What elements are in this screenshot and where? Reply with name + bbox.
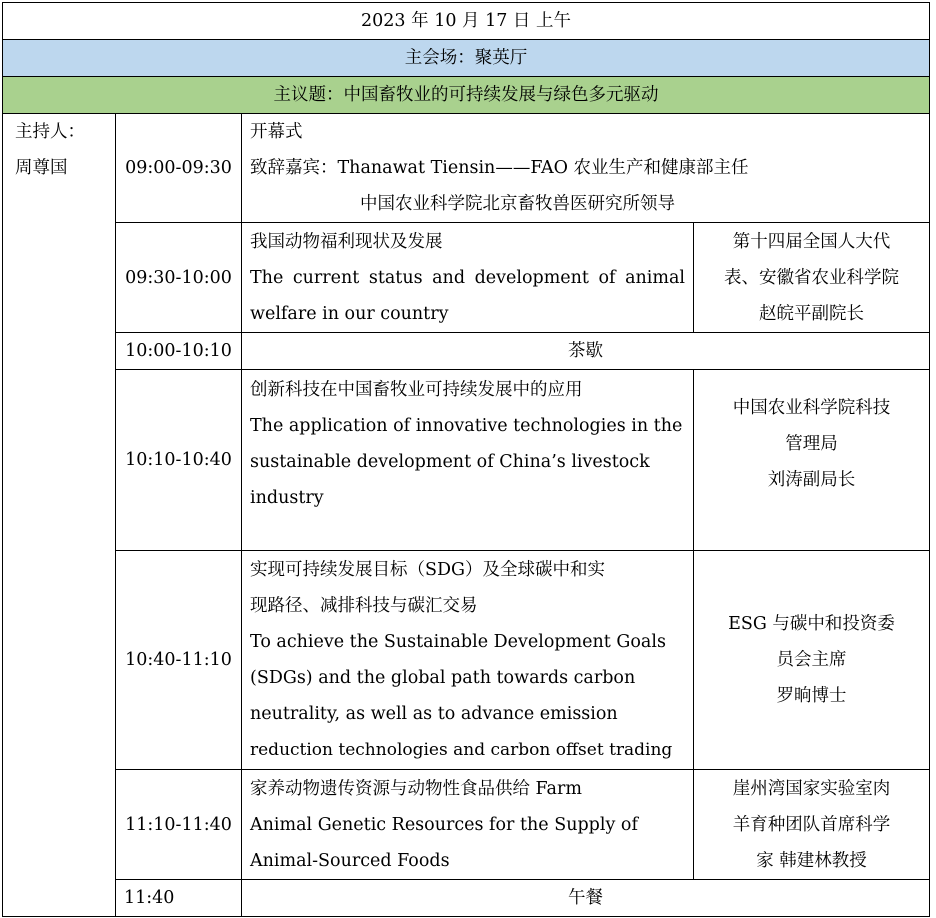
speaker-cell <box>694 551 930 770</box>
talk-title-en: reduction technologies and carbon offset trading <box>250 740 673 760</box>
date-row <box>3 3 930 40</box>
time-cell: 09:30-10:00 <box>116 223 242 333</box>
theme-row <box>3 77 930 114</box>
table-row <box>3 770 930 880</box>
venue-label: 主会场：聚英厅 <box>3 40 930 77</box>
speaker-cell <box>694 370 930 551</box>
speaker-line: ESG 与碳中和投资委 <box>728 614 895 634</box>
speaker-line: 中国农业科学院科技 <box>732 398 891 418</box>
host-cell <box>3 114 116 917</box>
speaker-line: 羊育种团队首席科学 <box>732 814 891 835</box>
lunch-label: 午餐 <box>242 880 930 917</box>
speaker-line: 管理局 <box>785 434 838 454</box>
talk-title-en: sustainable development of China’s livestock <box>250 452 650 472</box>
table-row <box>3 333 930 370</box>
session-date: 2023 年 10 月 17 日 上午 <box>3 3 930 40</box>
talk-title-en: To achieve the Sustainable Development Goals <box>250 632 666 652</box>
talk-cell <box>242 770 694 880</box>
speaker-line: 表、安徽省农业科学院 <box>724 267 899 288</box>
agenda-title: 开幕式 <box>250 122 303 142</box>
venue-row <box>3 40 930 77</box>
talk-title-en: Animal Genetic Resources for the Supply of <box>250 814 638 835</box>
talk-title-en: Animal-Sourced Foods <box>250 850 450 871</box>
speaker-line: 刘涛副局长 <box>767 470 856 490</box>
agenda-guest: 中国农业科学院北京畜牧兽医研究所领导 <box>360 194 675 214</box>
table-row <box>3 370 930 551</box>
speaker-line: 家 韩建林教授 <box>756 850 867 871</box>
talk-cell <box>242 370 694 551</box>
speaker-line: 第十四届全国人大代 <box>732 231 891 252</box>
agenda-item-opening <box>242 114 930 223</box>
talk-title-zh: 创新科技在中国畜牧业可持续发展中的应用 <box>250 380 583 400</box>
time-cell: 10:00-10:10 <box>116 333 242 370</box>
time-cell: 11:40 <box>116 880 242 917</box>
talk-title-zh: 实现可持续发展目标（SDG）及全球碳中和实 <box>250 560 605 580</box>
talk-title-en: welfare in our country <box>250 303 449 324</box>
schedule-table <box>2 2 930 917</box>
table-row <box>3 551 930 770</box>
talk-title: 家养动物遗传资源与动物性食品供给 Farm <box>250 778 582 799</box>
agenda-guest: 致辞嘉宾：Thanawat Tiensin——FAO 农业生产和健康部主任 <box>250 158 749 178</box>
time-cell: 09:00-09:30 <box>116 114 242 223</box>
talk-title-zh: 我国动物福利现状及发展 <box>250 231 443 252</box>
talk-title-en: The application of innovative technologies in the <box>250 416 683 436</box>
talk-title-zh: 现路径、减排科技与碳汇交易 <box>250 596 478 616</box>
speaker-cell <box>694 223 930 333</box>
host-label: 主持人： <box>15 122 85 142</box>
host-name: 周尊国 <box>15 158 68 178</box>
tea-break-label: 茶歇 <box>242 333 930 370</box>
talk-title-en: The current status and development of animal <box>250 267 685 288</box>
speaker-line: 赵皖平副院长 <box>759 303 864 324</box>
table-row <box>3 114 930 223</box>
talk-cell <box>242 551 694 770</box>
speaker-line: 罗晌博士 <box>776 686 847 706</box>
speaker-line: 员会主席 <box>776 650 847 670</box>
theme-label: 主议题：中国畜牧业的可持续发展与绿色多元驱动 <box>3 77 930 114</box>
time-cell: 10:40-11:10 <box>116 551 242 770</box>
speaker-line: 崖州湾国家实验室肉 <box>732 778 891 799</box>
time-cell: 11:10-11:40 <box>116 770 242 880</box>
table-row <box>3 223 930 333</box>
talk-title-en: neutrality, as well as to advance emission <box>250 704 618 724</box>
talk-cell <box>242 223 694 333</box>
table-row <box>3 880 930 917</box>
time-cell: 10:10-10:40 <box>116 370 242 551</box>
speaker-cell <box>694 770 930 880</box>
talk-title-en: industry <box>250 488 324 508</box>
talk-title-en: (SDGs) and the global path towards carbon <box>250 668 636 688</box>
